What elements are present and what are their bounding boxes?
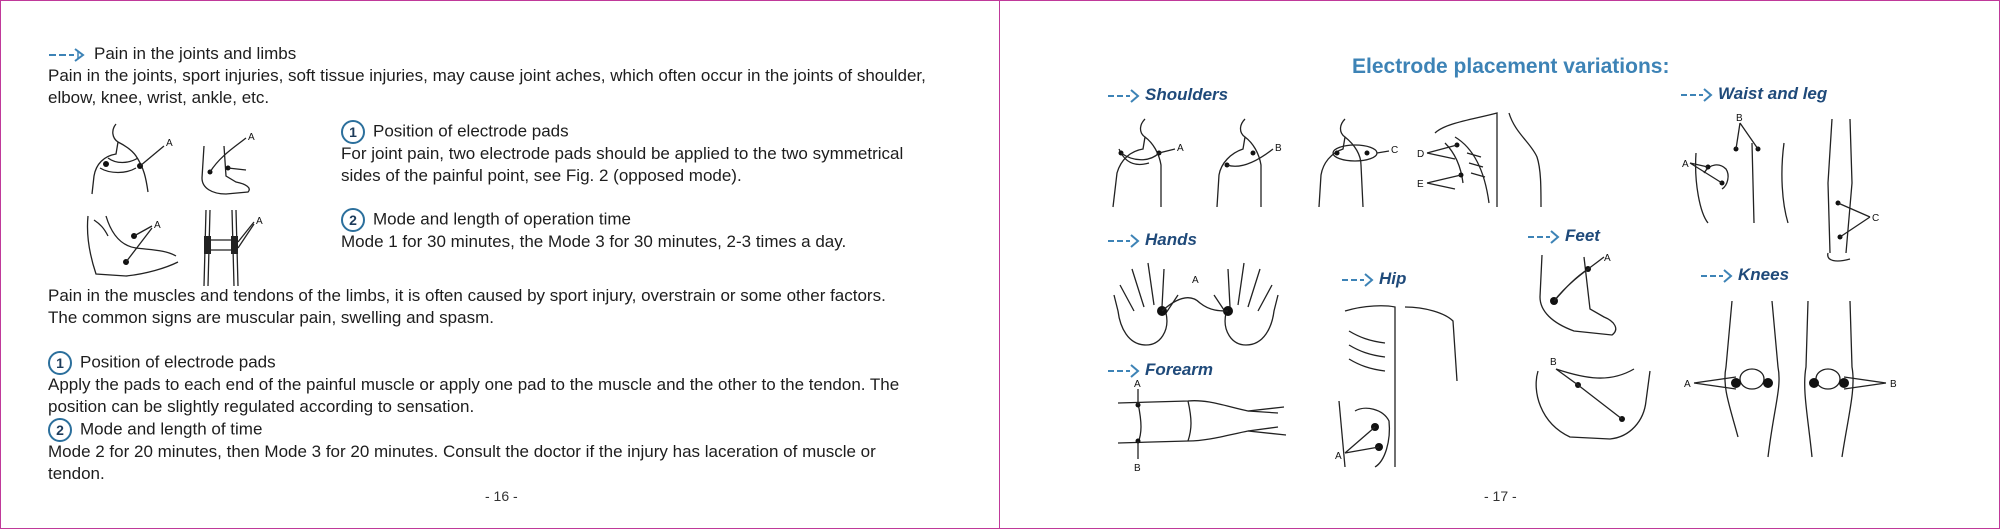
arrow-indicator-icon	[1107, 89, 1141, 103]
section-waist-leg: Waist and leg	[1680, 84, 1827, 104]
step-number-1b: 1	[48, 351, 72, 375]
page-17	[999, 0, 2000, 529]
forearm-figure	[1108, 379, 1288, 478]
svg-text:A: A	[1177, 143, 1184, 154]
section-forearm: Forearm	[1107, 360, 1213, 380]
hip-figure	[1335, 301, 1465, 471]
section-feet: Feet	[1527, 226, 1600, 246]
svg-text:B: B	[1134, 463, 1141, 474]
shoulder-fig-c	[1319, 119, 1398, 207]
shoulder-fig-d-e	[1417, 113, 1541, 207]
svg-text:A: A	[1192, 275, 1199, 286]
shoulders-figures	[1105, 113, 1605, 213]
knees-figure	[1682, 297, 1922, 467]
joint-step-2-title: 2 Mode and length of operation time	[341, 208, 631, 232]
label-a-4: A	[256, 216, 263, 227]
svg-text:C: C	[1391, 145, 1399, 156]
muscle-step-1-line-2: position can be slightly regulated according to sensation.	[48, 397, 475, 416]
arrow-indicator-icon	[1341, 273, 1375, 287]
svg-text:B: B	[1890, 379, 1897, 390]
intro-line-2: elbow, knee, wrist, ankle, etc.	[48, 88, 270, 107]
heading-text: Pain in the joints and limbs	[94, 44, 297, 63]
arrow-indicator-icon	[1527, 230, 1561, 244]
intro-line-1: Pain in the joints, sport injuries, soft tissue injuries, may cause joint aches, which often occur in the joints of shoulder,	[48, 66, 926, 85]
muscle-step-2-line-2: tendon.	[48, 464, 105, 483]
label-a-2: A	[248, 132, 255, 143]
label-a-1: A	[166, 138, 173, 149]
step-number-2b: 2	[48, 418, 72, 442]
svg-text:C: C	[1872, 213, 1880, 224]
step-number-1: 1	[341, 120, 365, 144]
joint-step-2-text: Mode 1 for 30 minutes, the Mode 3 for 30 minutes, 2-3 times a day.	[341, 232, 847, 251]
foot-fig-b	[1536, 357, 1650, 439]
muscle-intro-line-1: Pain in the muscles and tendons of the limbs, it is often caused by sport injury, overstrain or some other factors.	[48, 286, 886, 305]
waist-fig	[1682, 113, 1788, 223]
muscle-step-2-title: 2 Mode and length of time	[48, 418, 262, 442]
arrow-indicator-icon	[48, 48, 86, 62]
arrow-indicator-icon	[1680, 88, 1714, 102]
svg-text:A: A	[1684, 379, 1691, 390]
svg-text:E: E	[1417, 179, 1424, 190]
svg-text:A: A	[1134, 379, 1141, 390]
section-knees: Knees	[1700, 265, 1789, 285]
arrow-indicator-icon	[1700, 269, 1734, 283]
joint-figures	[86, 116, 356, 286]
joint-step-1-title: 1 Position of electrode pads	[341, 120, 569, 144]
joint-step-1-line-2: sides of the painful point, see Fig. 2 (opposed mode).	[341, 166, 742, 185]
arrow-indicator-icon	[1107, 364, 1141, 378]
svg-text:B: B	[1275, 143, 1282, 154]
muscle-intro-line-2: The common signs are muscular pain, swelling and spasm.	[48, 308, 494, 327]
feet-figures	[1530, 251, 1660, 451]
svg-text:A: A	[1682, 159, 1689, 170]
svg-text:D: D	[1417, 149, 1425, 160]
waist-leg-figures	[1680, 113, 1880, 263]
shoulder-joint-figure	[92, 124, 173, 194]
arrow-indicator-icon	[1107, 234, 1141, 248]
svg-text:A: A	[1335, 451, 1342, 462]
knee-joint-figure	[204, 210, 263, 286]
ankle-joint-figure	[202, 132, 255, 194]
leg-fig	[1828, 119, 1879, 261]
section-hands: Hands	[1107, 230, 1197, 250]
svg-text:B: B	[1736, 113, 1743, 124]
placement-title: Electrode placement variations:	[1352, 55, 1670, 78]
label-a-3: A	[154, 220, 161, 231]
hands-figure	[1110, 255, 1290, 350]
svg-text:A: A	[1604, 253, 1611, 264]
elbow-joint-figure	[87, 216, 178, 276]
page-number-left: - 16 -	[485, 488, 518, 504]
step-number-2: 2	[341, 208, 365, 232]
section-hip: Hip	[1341, 269, 1406, 289]
joint-step-1-line-1: For joint pain, two electrode pads should be applied to the two symmetrical	[341, 144, 904, 163]
muscle-step-2-line-1: Mode 2 for 20 minutes, then Mode 3 for 20 minutes. Consult the doctor if the injury has laceration of muscle or	[48, 442, 876, 461]
section-heading-joints	[48, 43, 296, 65]
section-shoulders: Shoulders	[1107, 85, 1228, 105]
shoulder-fig-a	[1113, 119, 1184, 207]
foot-fig-a	[1540, 253, 1616, 335]
shoulder-fig-b	[1217, 119, 1282, 207]
muscle-step-1-title: 1 Position of electrode pads	[48, 351, 276, 375]
page-number-right: - 17 -	[1484, 488, 1517, 504]
svg-text:B: B	[1550, 357, 1557, 368]
muscle-step-1-line-1: Apply the pads to each end of the painful muscle or apply one pad to the muscle and the other to the tendon. The	[48, 375, 900, 394]
